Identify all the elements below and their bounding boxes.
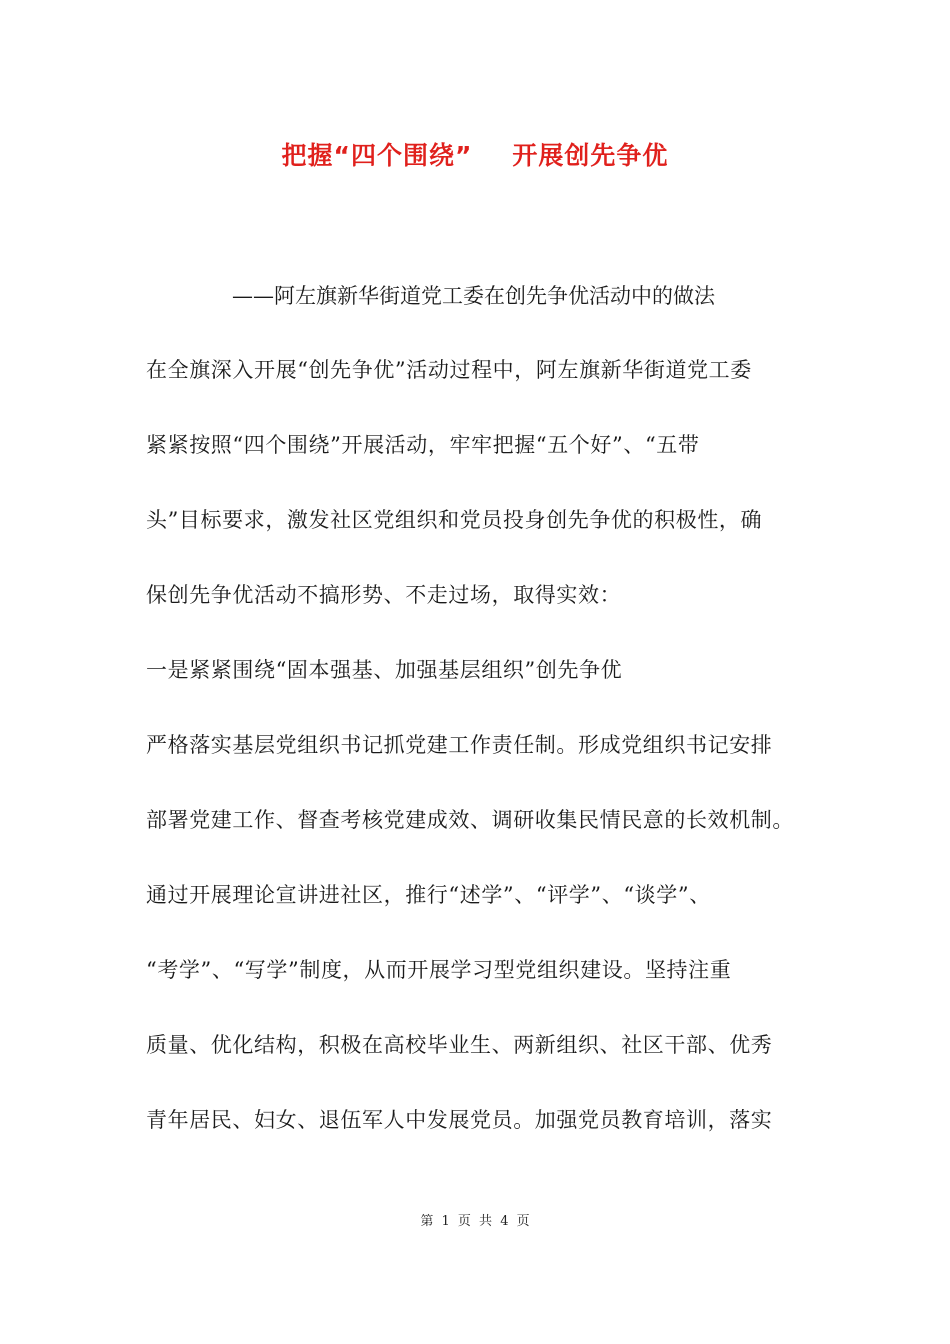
body-line-1: 在全旗深入开展“创先争优”活动过程中，阿左旗新华街道党工委	[146, 358, 752, 382]
body-line-6: 严格落实基层党组织书记抓党建工作责任制。形成党组织书记安排	[146, 733, 773, 757]
body-line-7: 部署党建工作、督查考核党建成效、调研收集民情民意的长效机制。	[146, 808, 794, 832]
body-line-10: 质量、优化结构，积极在高校毕业生、两新组织、社区干部、优秀	[146, 1033, 773, 1057]
body-line-11: 青年居民、妇女、退伍军人中发展党员。加强党员教育培训，落实	[146, 1108, 773, 1132]
body-line-2: 紧紧按照“四个围绕”开展活动，牢牢把握“五个好”、“五带	[146, 433, 700, 457]
document-subtitle: ——阿左旗新华街道党工委在创先争优活动中的做法	[232, 284, 715, 308]
body-line-8: 通过开展理论宣讲进社区，推行“述学”、“评学”、“谈学”、	[146, 883, 711, 907]
body-line-3: 头”目标要求，激发社区党组织和党员投身创先争优的积极性，确	[146, 508, 763, 532]
title-part-1: 把握“四个围绕”	[281, 141, 473, 170]
body-line-4: 保创先争优活动不搞形势、不走过场，取得实效：	[146, 583, 622, 607]
title-part-2: 开展创先争优	[512, 141, 669, 170]
body-line-9: “考学”、“写学”制度，从而开展学习型党组织建设。坚持注重	[146, 958, 732, 982]
page-number-footer: 第 1 页 共 4 页	[420, 1214, 530, 1229]
section-heading-1: 一是紧紧围绕“固本强基、加强基层组织”创先争优	[146, 658, 623, 682]
document-title	[0, 136, 950, 172]
